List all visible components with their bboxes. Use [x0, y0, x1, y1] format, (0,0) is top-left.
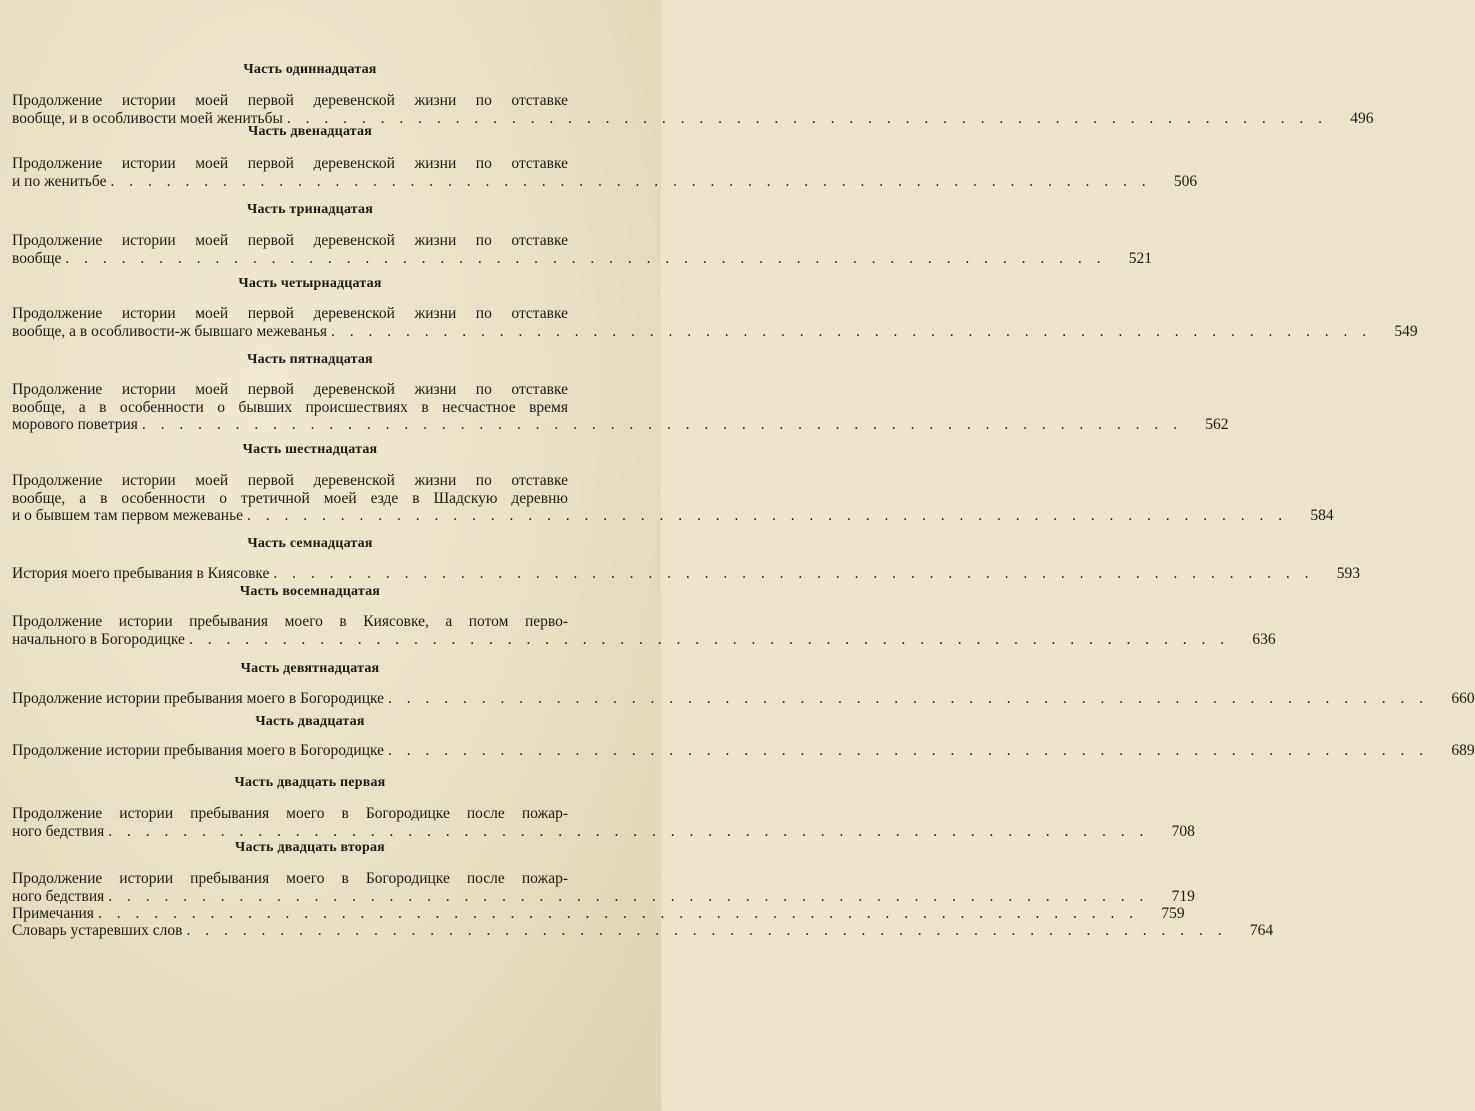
- entry-line: вообще, а в особливости-ж бывшаго межеванья: [12, 322, 328, 340]
- entry-line: и о бывшем там первом межеванье: [12, 507, 244, 524]
- part-15-heading: Часть пятнадцатая: [247, 352, 373, 367]
- page-number: 562: [1205, 416, 1229, 433]
- entry-line: Продолжение истории пребывания моего в Богородицке: [12, 742, 385, 759]
- dot-leader: . . . . . . . . . . . . . . . . . . . . . . . . . . . . . . . . . . . . . . . . . . . . . . . . . . . . . . . .: [188, 630, 1230, 648]
- page-number: 708: [1171, 822, 1195, 840]
- entry-line: начального в Богородицке: [12, 630, 185, 648]
- entry-line: Продолжение истории пребывания моего в Богородицке после пожар-: [12, 805, 568, 822]
- dot-leader: . . . . . . . . . . . . . . . . . . . . . . . . . . . . . . . . . . . . . . . . . . . . . . . . . . . . . . . .: [273, 565, 1315, 582]
- entry-line: вообще, и в особливости моей женитьбы: [12, 109, 283, 127]
- toc-entry-part-16[interactable]: [12, 472, 1334, 525]
- page-number: 689: [1451, 742, 1475, 759]
- part-14-heading: Часть четырнадцатая: [238, 276, 382, 291]
- page-number: 506: [1173, 172, 1198, 190]
- toc-entry-part-21[interactable]: [12, 805, 1195, 840]
- page-number: 660: [1451, 690, 1475, 707]
- entry-line: Продолжение истории моей первой деревенской жизни по отставке: [12, 232, 568, 249]
- page-number: 764: [1249, 922, 1274, 939]
- part-20-heading: Часть двадцатая: [255, 714, 365, 729]
- entry-line: вообще: [12, 249, 62, 267]
- toc-entry-part-20[interactable]: [12, 742, 1475, 760]
- part-13-heading: Часть тринадцатая: [246, 202, 374, 217]
- entry-line: История моего пребывания в Киясовке: [12, 565, 270, 582]
- dot-leader: . . . . . . . . . . . . . . . . . . . . . . . . . . . . . . . . . . . . . . . . . . . . . . . . . . . . . . . .: [110, 172, 1152, 190]
- dot-leader: . . . . . . . . . . . . . . . . . . . . . . . . . . . . . . . . . . . . . . . . . . . . . . . . . . . . . . . .: [388, 742, 1429, 759]
- page-number: 584: [1310, 507, 1334, 524]
- entry-line: Продолжение истории моей первой деревенской жизни по отставке: [12, 92, 568, 109]
- toc-entry-part-17[interactable]: [12, 565, 1361, 583]
- entry-line: Продолжение истории пребывания моего в Богородицке: [12, 690, 385, 707]
- dot-leader: . . . . . . . . . . . . . . . . . . . . . . . . . . . . . . . . . . . . . . . . . . . . . . . . . . . . . . . .: [186, 922, 1228, 939]
- part-22-heading: Часть двадцать вторая: [235, 840, 385, 855]
- entry-line: вообще, а в особенности о третичной моей езде в Шадскую деревню: [12, 489, 568, 507]
- toc-entry-part-11[interactable]: [12, 92, 1374, 127]
- dot-leader: . . . . . . . . . . . . . . . . . . . . . . . . . . . . . . . . . . . . . . . . . . . . . . . . . . . . . . . .: [65, 249, 1107, 267]
- page-number: 759: [1161, 905, 1185, 922]
- entry-line: Продолжение истории пребывания моего в Киясовке, а потом перво-: [12, 613, 568, 630]
- page-number: 719: [1171, 887, 1195, 905]
- page-number: 521: [1128, 249, 1153, 267]
- entry-line: ного бедствия: [12, 822, 105, 840]
- toc-entry-part-13[interactable]: [12, 232, 1153, 267]
- page-number: 496: [1350, 109, 1374, 127]
- dot-leader: . . . . . . . . . . . . . . . . . . . . . . . . . . . . . . . . . . . . . . . . . . . . . . . . . . . . . . . .: [141, 416, 1183, 433]
- dot-leader: . . . . . . . . . . . . . . . . . . . . . . . . . . . . . . . . . . . . . . . . . . . . . . . . . . . . . . . .: [247, 507, 1288, 524]
- entry-line: Продолжение истории моей первой деревенской жизни по отставке: [12, 305, 568, 322]
- entry-line: и по женитьбе: [12, 172, 107, 190]
- entry-line: Примечания: [12, 905, 94, 922]
- entry-line: Продолжение истории пребывания моего в Богородицке после пожар-: [12, 870, 568, 887]
- part-16-heading: Часть шестнадцатая: [242, 442, 378, 457]
- toc-entry-part-22[interactable]: [12, 870, 1195, 905]
- entry-line: Продолжение истории моей первой деревенской жизни по отставке: [12, 155, 568, 172]
- toc-entry-glossary[interactable]: [12, 922, 1274, 940]
- entry-line: ного бедствия: [12, 887, 105, 905]
- entry-line: морового поветрия: [12, 416, 138, 433]
- part-19-heading: Часть девятнадцатая: [240, 661, 380, 676]
- part-11-heading: Часть одиннадцатая: [243, 62, 377, 77]
- toc-entry-part-15[interactable]: [12, 381, 1229, 434]
- entry-line: Продолжение истории моей первой деревенской жизни по отставке: [12, 381, 568, 398]
- toc-entry-part-18[interactable]: [12, 613, 1276, 648]
- part-12-heading: Часть двенадцатая: [248, 124, 372, 139]
- part-17-heading: Часть семнадцатая: [247, 536, 373, 551]
- part-18-heading: Часть восемнадцатая: [239, 584, 381, 599]
- part-21-heading: Часть двадцать первая: [234, 775, 386, 790]
- toc-entry-notes[interactable]: [12, 905, 1185, 923]
- page-number: 593: [1336, 565, 1361, 582]
- entry-line: вообще, а в особенности о бывших происшествиях в несчастное время: [12, 398, 568, 416]
- toc-entry-part-19[interactable]: [12, 690, 1475, 708]
- entry-line: Словарь устаревших слов: [12, 922, 183, 939]
- toc-entry-part-12[interactable]: [12, 155, 1198, 190]
- dot-leader: . . . . . . . . . . . . . . . . . . . . . . . . . . . . . . . . . . . . . . . . . . . . . . . . . . . . . . . .: [388, 690, 1429, 707]
- toc-entry-part-14[interactable]: [12, 305, 1418, 340]
- dot-leader: . . . . . . . . . . . . . . . . . . . . . . . . . . . . . . . . . . . . . . . . . . . . . . . . . . . . . . . .: [286, 109, 1328, 127]
- page-number: 636: [1252, 630, 1276, 648]
- entry-line: Продолжение истории моей первой деревенской жизни по отставке: [12, 472, 568, 489]
- dot-leader: . . . . . . . . . . . . . . . . . . . . . . . . . . . . . . . . . . . . . . . . . . . . . . . . . . . . . . . .: [108, 887, 1149, 905]
- dot-leader: . . . . . . . . . . . . . . . . . . . . . . . . . . . . . . . . . . . . . . . . . . . . . . . . . . . . . . . .: [108, 822, 1149, 840]
- dot-leader: . . . . . . . . . . . . . . . . . . . . . . . . . . . . . . . . . . . . . . . . . . . . . . . . . . . . . . . .: [97, 905, 1139, 922]
- dot-leader: . . . . . . . . . . . . . . . . . . . . . . . . . . . . . . . . . . . . . . . . . . . . . . . . . . . . . . . .: [331, 322, 1372, 340]
- page-number: 549: [1394, 322, 1418, 340]
